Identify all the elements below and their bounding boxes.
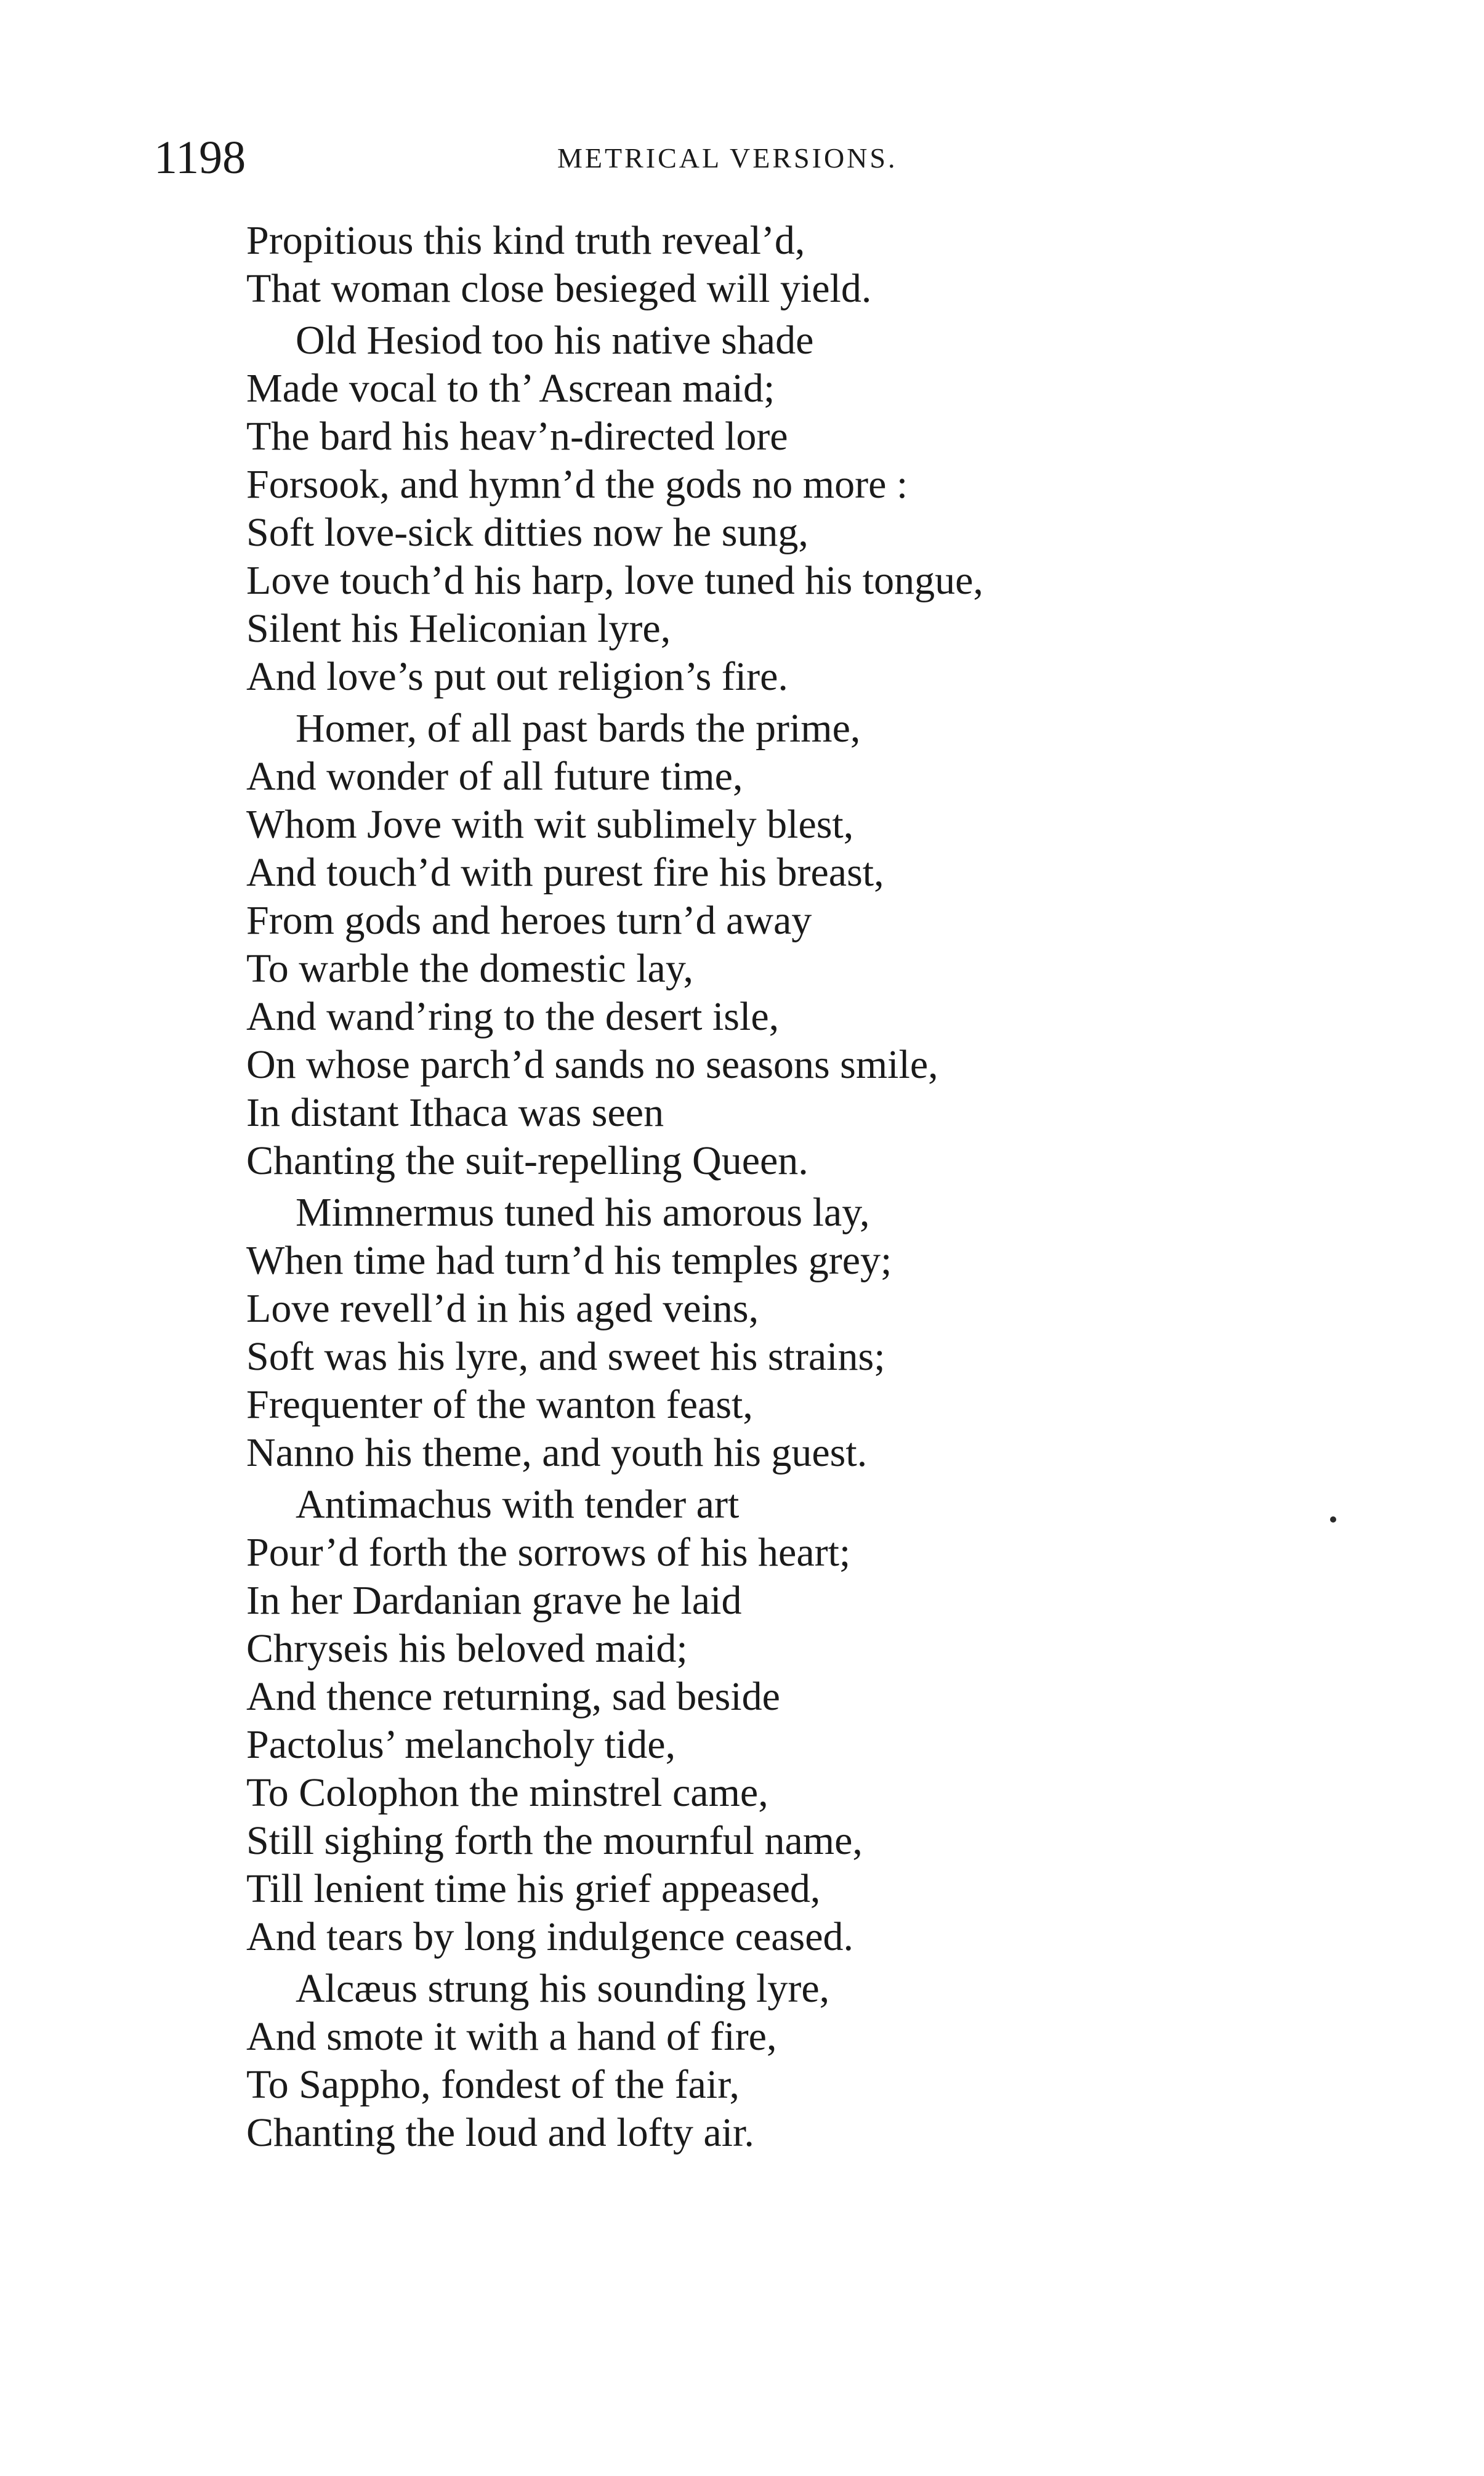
stanza	[246, 705, 1447, 1185]
verse-line: Old Hesiod too his native shade	[296, 318, 814, 363]
verse-line: Soft was his lyre, and sweet his strains;	[246, 1334, 885, 1379]
stanza	[246, 1965, 1447, 2157]
verse-line: Antimachus with tender art	[296, 1482, 740, 1527]
verse-line: On whose parch’d sands no seasons smile,	[246, 1042, 938, 1087]
verse-line: To Colophon the minstrel came,	[246, 1770, 768, 1815]
stanza	[246, 1189, 1447, 1477]
poem-body	[246, 217, 1447, 2161]
verse-line: From gods and heroes turn’d away	[246, 898, 812, 943]
verse-line: Love touch’d his harp, love tuned his tongue,	[246, 558, 983, 603]
verse-line: And wonder of all future time,	[246, 754, 743, 799]
ink-speck	[1330, 1516, 1336, 1523]
verse-line: Pour’d forth the sorrows of his heart;	[246, 1530, 851, 1575]
verse-line: Made vocal to th’ Ascrean maid;	[246, 366, 775, 411]
stanza	[246, 217, 1447, 313]
stanza	[246, 1481, 1447, 1961]
verse-line: Frequenter of the wanton feast,	[246, 1382, 753, 1427]
verse-line: That woman close besieged will yield.	[246, 266, 872, 311]
verse-line: And tears by long indulgence ceased.	[246, 1914, 854, 1959]
verse-line: To Sappho, fondest of the fair,	[246, 2062, 740, 2107]
verse-line: To warble the domestic lay,	[246, 946, 694, 991]
stanza	[246, 317, 1447, 701]
verse-line: In her Dardanian grave he laid	[246, 1578, 742, 1623]
verse-line: The bard his heav’n-directed lore	[246, 414, 788, 459]
verse-line: Pactolus’ melancholy tide,	[246, 1722, 676, 1767]
verse-line: Still sighing forth the mournful name,	[246, 1818, 863, 1863]
verse-line: Propitious this kind truth reveal’d,	[246, 218, 805, 263]
verse-line: Homer, of all past bards the prime,	[296, 706, 861, 751]
verse-line: Chanting the loud and lofty air.	[246, 2110, 754, 2155]
running-head: METRICAL VERSIONS.	[557, 142, 898, 174]
verse-line: Chryseis his beloved maid;	[246, 1626, 688, 1671]
verse-line: And love’s put out religion’s fire.	[246, 654, 788, 699]
verse-line: And smote it with a hand of fire,	[246, 2014, 777, 2059]
verse-line: Soft love-sick ditties now he sung,	[246, 510, 809, 555]
verse-line: And touch’d with purest fire his breast,	[246, 850, 884, 895]
verse-line: Nanno his theme, and youth his guest.	[246, 1430, 868, 1475]
verse-line: Mimnermus tuned his amorous lay,	[296, 1190, 870, 1235]
verse-line: Chanting the suit-repelling Queen.	[246, 1138, 809, 1183]
verse-line: Forsook, and hymn’d the gods no more :	[246, 462, 908, 507]
verse-line: Silent his Heliconian lyre,	[246, 606, 671, 651]
verse-line: Alcæus strung his sounding lyre,	[296, 1966, 830, 2011]
verse-line: And thence returning, sad beside	[246, 1674, 780, 1719]
verse-line: When time had turn’d his temples grey;	[246, 1238, 892, 1283]
verse-line: And wand’ring to the desert isle,	[246, 994, 780, 1039]
verse-line: Love revell’d in his aged veins,	[246, 1286, 759, 1331]
verse-line: Whom Jove with wit sublimely blest,	[246, 802, 854, 847]
verse-line: In distant Ithaca was seen	[246, 1090, 664, 1135]
verse-line: Till lenient time his grief appeased,	[246, 1866, 821, 1911]
page-number: 1198	[154, 132, 246, 184]
